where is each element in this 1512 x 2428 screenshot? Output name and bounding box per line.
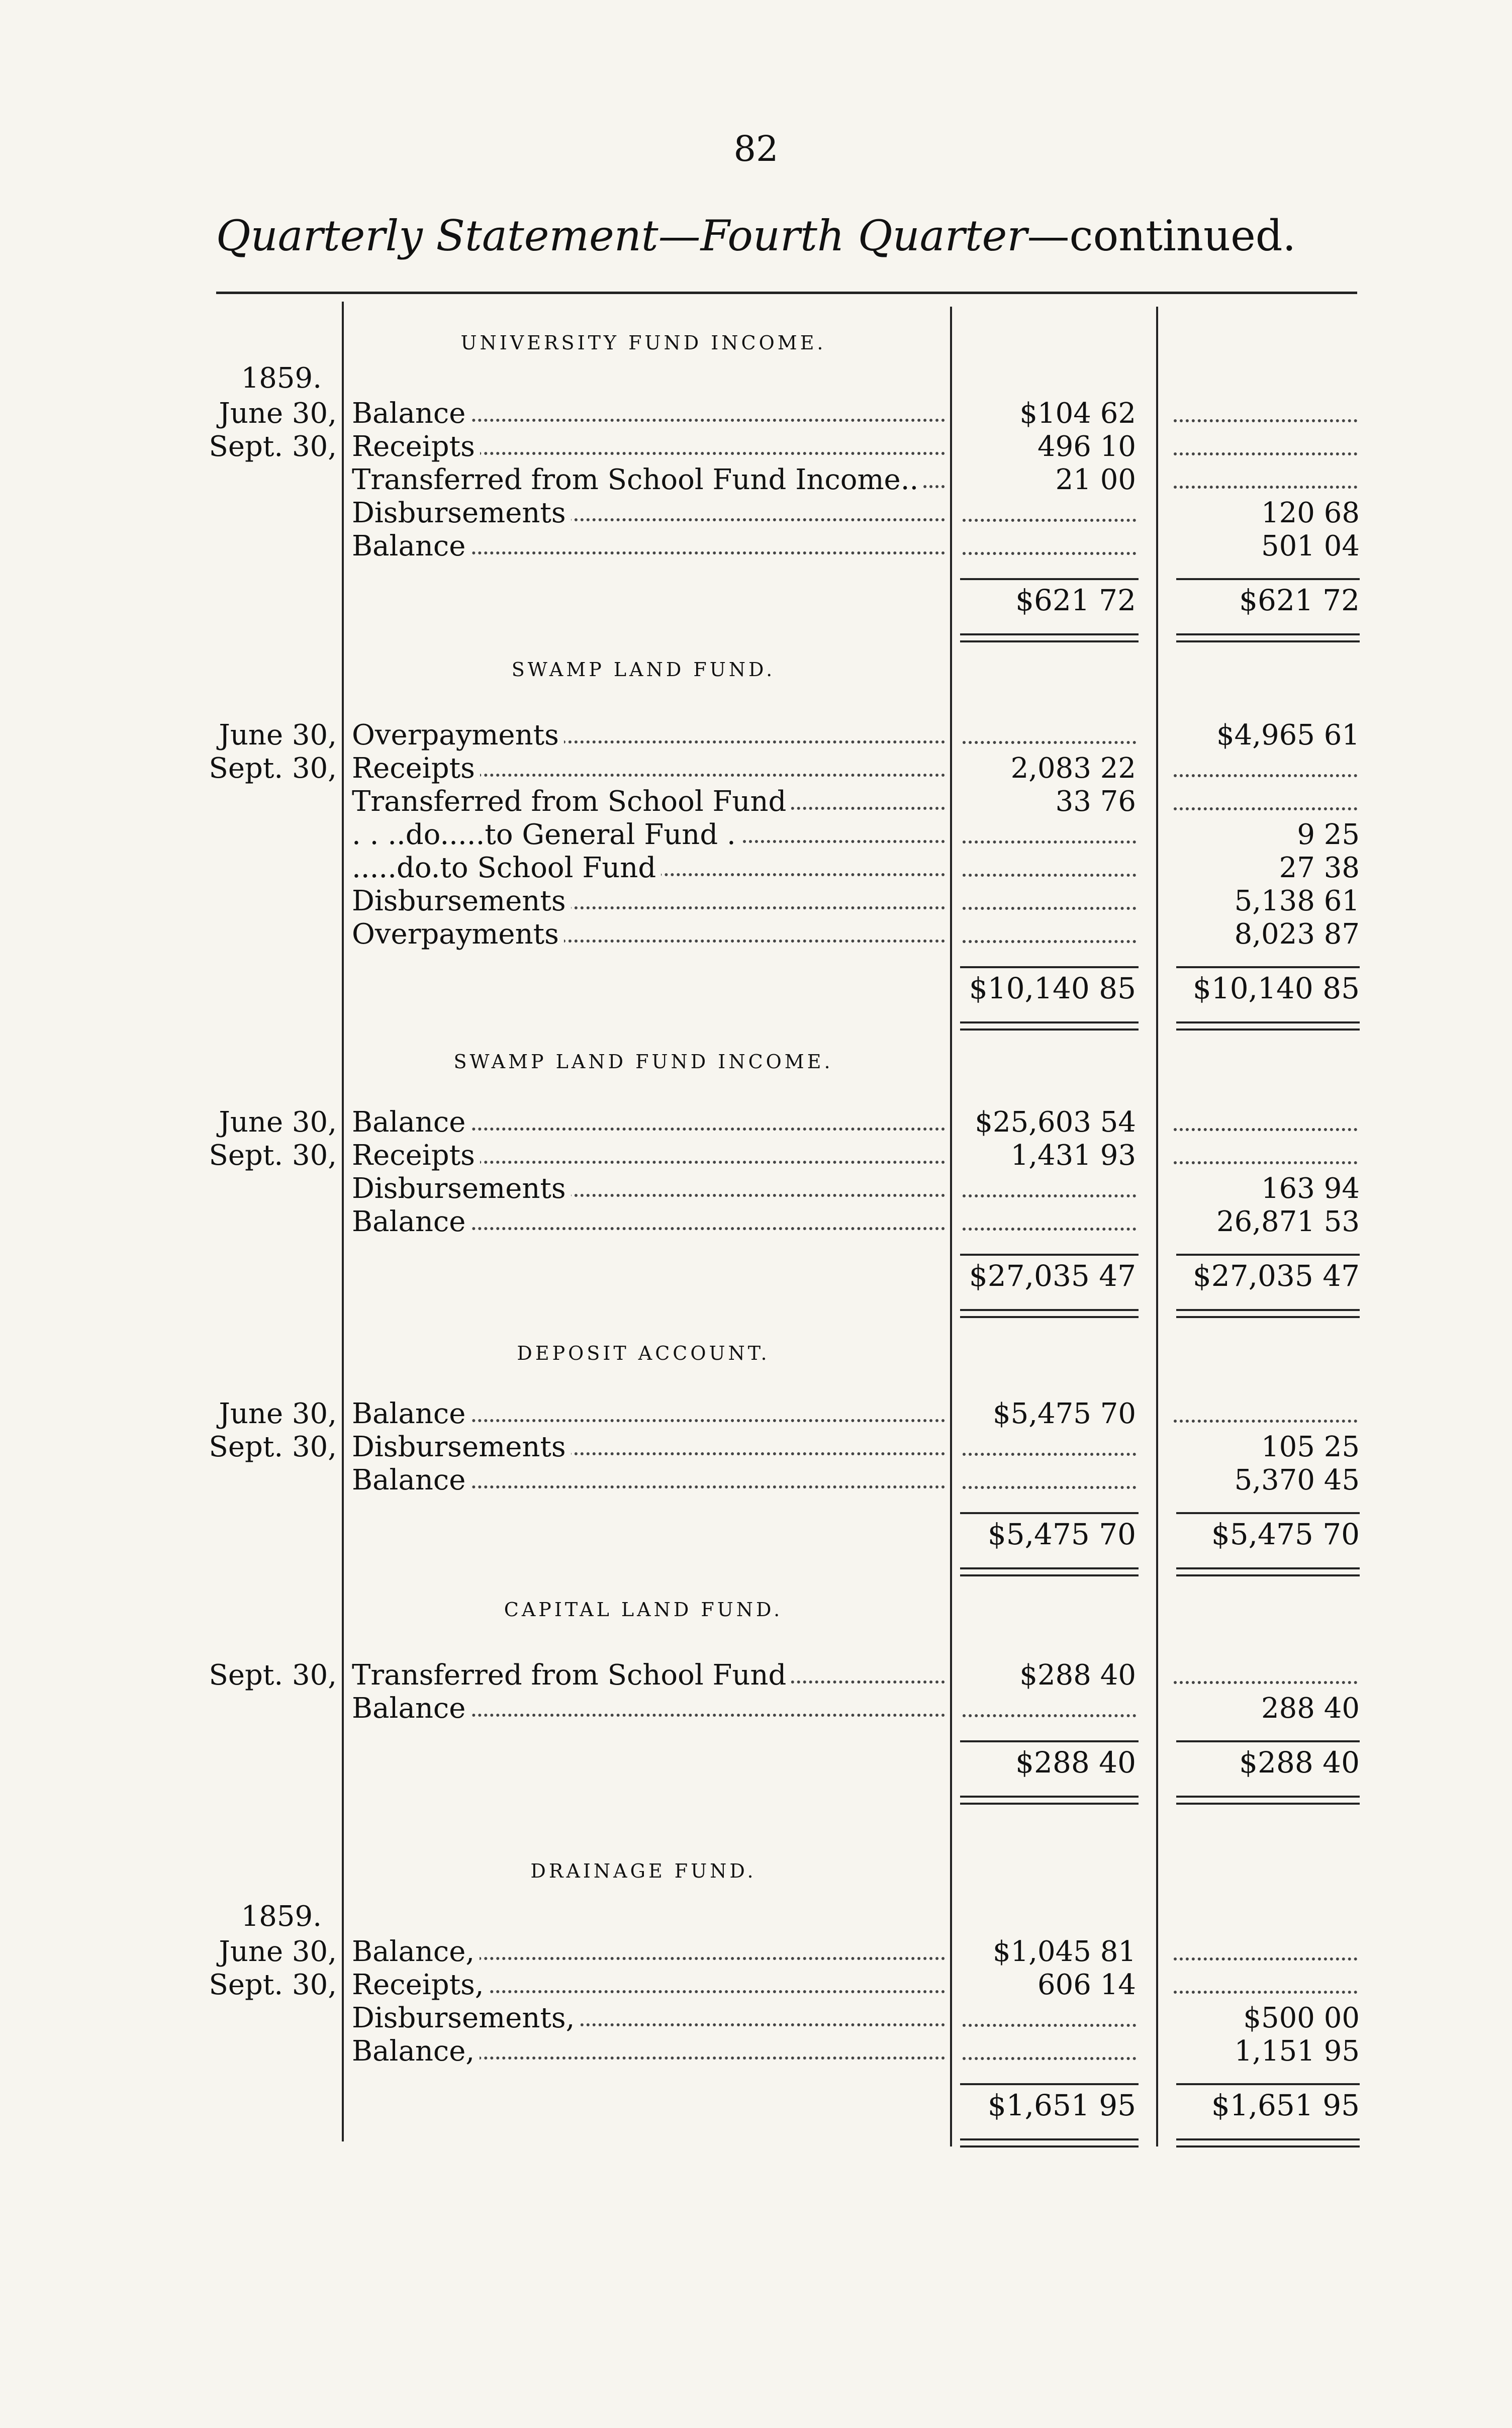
debit-total: $288 40	[1015, 1745, 1136, 1780]
credit-total: $1,651 95	[1211, 2088, 1360, 2122]
double-rule	[960, 1029, 1139, 1031]
entry-date: Sept. 30,	[209, 1969, 337, 2001]
page-title	[0, 211, 1512, 260]
entry-description-text: Receipts	[352, 430, 480, 463]
header-rule	[216, 292, 1357, 294]
debit-total-rule	[960, 1740, 1139, 1742]
section-title: UNIVERSITY FUND INCOME.	[460, 332, 826, 354]
entry-description-text: Receipts	[352, 1139, 480, 1172]
debit-amount: 606 14	[1037, 1969, 1136, 2001]
entry-description-text: . . ..do.....to General Fund .	[352, 818, 741, 851]
credit-amount: $4,965 61	[1216, 719, 1360, 752]
debit-dot-leader	[963, 2024, 1136, 2027]
entry-description	[352, 785, 945, 818]
ledger-row	[0, 1205, 1512, 1239]
entry-date: Sept. 30,	[209, 1659, 337, 1692]
credit-total: $288 40	[1239, 1745, 1360, 1780]
credit-amount: 120 68	[1261, 497, 1360, 529]
entry-description-text: Receipts	[352, 752, 480, 785]
section-total-row	[0, 1259, 1512, 1299]
entry-description	[352, 2035, 945, 2068]
credit-dot-leader	[1174, 452, 1357, 455]
entry-description-text: Disbursements	[352, 1172, 571, 1205]
entry-description-text: Balance	[352, 1106, 470, 1139]
entry-description-text: Disbursements	[352, 885, 571, 917]
ledger-row	[0, 1935, 1512, 1969]
credit-dot-leader	[1174, 1991, 1357, 1994]
entry-description-text: Disbursements,	[352, 2002, 580, 2034]
ledger-row	[0, 1692, 1512, 1725]
entry-description-text: Balance	[352, 1464, 470, 1497]
page-title-italic: Quarterly Statement—Fourth Quarter	[216, 211, 1027, 260]
debit-total: $621 72	[1015, 583, 1136, 617]
ledger-row	[0, 397, 1512, 430]
ledger-row	[0, 2002, 1512, 2035]
entry-description	[352, 1397, 945, 1430]
credit-dot-leader	[1174, 419, 1357, 422]
ledger-row	[0, 1139, 1512, 1172]
entry-description	[352, 497, 945, 529]
debit-amount: $288 40	[1019, 1659, 1136, 1692]
entry-date: June 30,	[219, 1397, 337, 1430]
credit-amount: 26,871 53	[1216, 1205, 1360, 1238]
entry-description	[352, 885, 945, 917]
entry-description-text: Balance	[352, 1397, 470, 1430]
section-total-row	[0, 2088, 1512, 2128]
ledger-row	[0, 918, 1512, 951]
credit-amount: 1,151 95	[1234, 2035, 1360, 2068]
ledger-row	[0, 785, 1512, 818]
credit-total: $27,035 47	[1192, 1259, 1360, 1293]
double-rule	[1176, 2145, 1360, 2147]
credit-total: $621 72	[1239, 583, 1360, 617]
ledger-row	[0, 1659, 1512, 1692]
credit-amount: 105 25	[1261, 1431, 1360, 1463]
credit-amount: 8,023 87	[1234, 918, 1360, 951]
credit-dot-leader	[1174, 1128, 1357, 1131]
entry-description	[352, 1659, 945, 1692]
entry-description-text: Balance	[352, 1205, 470, 1238]
page-number: 82	[733, 128, 779, 169]
debit-total-rule	[960, 966, 1139, 968]
credit-total: $10,140 85	[1192, 971, 1360, 1005]
double-rule	[1176, 1796, 1360, 1798]
credit-amount: 163 94	[1261, 1172, 1360, 1205]
double-rule	[960, 1316, 1139, 1318]
ledger-row	[0, 852, 1512, 885]
ledger-row	[0, 1172, 1512, 1205]
entry-date: June 30,	[219, 1935, 337, 1968]
credit-total-rule	[1176, 1740, 1360, 1742]
debit-dot-leader	[963, 907, 1136, 910]
entry-description	[352, 430, 945, 463]
double-rule	[960, 640, 1139, 642]
debit-amount: 33 76	[1055, 785, 1136, 818]
double-rule	[960, 1803, 1139, 1805]
ledger-row	[0, 463, 1512, 497]
credit-amount: 5,138 61	[1234, 885, 1360, 917]
debit-dot-leader	[963, 1486, 1136, 1489]
section-year: 1859.	[241, 1900, 322, 1933]
entry-description-text: Disbursements	[352, 497, 571, 529]
credit-total-rule	[1176, 1254, 1360, 1256]
credit-dot-leader	[1174, 1957, 1357, 1960]
entry-description-text: .....do.to School Fund	[352, 852, 661, 884]
credit-dot-leader	[1174, 807, 1357, 810]
section-total-row	[0, 1517, 1512, 1557]
double-rule	[1176, 1574, 1360, 1576]
double-rule	[1176, 633, 1360, 635]
entry-description-text: Transferred from School Fund Income..	[352, 463, 923, 496]
entry-description	[352, 2002, 945, 2034]
debit-dot-leader	[963, 2057, 1136, 2060]
debit-amount: 21 00	[1055, 463, 1136, 496]
credit-amount: 288 40	[1261, 1692, 1360, 1725]
entry-description	[352, 1431, 945, 1463]
double-rule	[1176, 1029, 1360, 1031]
double-rule	[960, 1574, 1139, 1576]
entry-description-text: Overpayments	[352, 918, 564, 951]
entry-description-text: Balance	[352, 530, 470, 563]
section-title: DEPOSIT ACCOUNT.	[517, 1342, 770, 1364]
ledger-row	[0, 1106, 1512, 1139]
entry-description	[352, 463, 945, 496]
debit-dot-leader	[963, 1228, 1136, 1231]
credit-amount: 9 25	[1297, 818, 1360, 851]
debit-total-rule	[960, 2083, 1139, 2085]
debit-dot-leader	[963, 519, 1136, 522]
section-title: SWAMP LAND FUND INCOME.	[453, 1051, 833, 1073]
ledger-row	[0, 530, 1512, 563]
double-rule	[960, 1796, 1139, 1798]
double-rule	[960, 633, 1139, 635]
section-title: SWAMP LAND FUND.	[511, 659, 776, 681]
ledger-row	[0, 752, 1512, 785]
entry-description	[352, 719, 945, 752]
double-rule	[960, 1309, 1139, 1311]
credit-total-rule	[1176, 2083, 1360, 2085]
debit-amount: $25,603 54	[975, 1106, 1136, 1139]
entry-description-text: Transferred from School Fund	[352, 785, 791, 818]
entry-date: June 30,	[219, 719, 337, 752]
ledger-row	[0, 1431, 1512, 1464]
double-rule	[1176, 2138, 1360, 2140]
ledger-row	[0, 2035, 1512, 2068]
debit-dot-leader	[963, 841, 1136, 844]
entry-description	[352, 530, 945, 563]
credit-dot-leader	[1174, 1161, 1357, 1164]
debit-amount: 2,083 22	[1010, 752, 1136, 785]
section-total-row	[0, 971, 1512, 1011]
entry-date: Sept. 30,	[209, 752, 337, 785]
debit-dot-leader	[963, 1453, 1136, 1456]
double-rule	[1176, 1021, 1360, 1023]
debit-dot-leader	[963, 874, 1136, 877]
double-rule	[1176, 1309, 1360, 1311]
entry-date: Sept. 30,	[209, 430, 337, 463]
section-total-row	[0, 1745, 1512, 1786]
entry-date: Sept. 30,	[209, 1139, 337, 1172]
debit-total-rule	[960, 1254, 1139, 1256]
credit-amount: 501 04	[1261, 530, 1360, 563]
entry-description-text: Receipts,	[352, 1969, 489, 2001]
page-title-continued: —continued.	[1027, 211, 1296, 260]
ledger-row	[0, 430, 1512, 463]
entry-description-text: Balance	[352, 397, 470, 430]
entry-description	[352, 1692, 945, 1725]
entry-description-text: Overpayments	[352, 719, 564, 752]
credit-dot-leader	[1174, 486, 1357, 489]
entry-description	[352, 752, 945, 785]
ledger-row	[0, 885, 1512, 918]
entry-description	[352, 1935, 945, 1968]
double-rule	[960, 2145, 1139, 2147]
ledger-row	[0, 1397, 1512, 1431]
entry-description-text: Balance,	[352, 2035, 480, 2068]
entry-description	[352, 397, 945, 430]
credit-dot-leader	[1174, 774, 1357, 777]
debit-dot-leader	[963, 552, 1136, 555]
entry-description	[352, 1139, 945, 1172]
credit-amount: 27 38	[1279, 852, 1360, 884]
debit-amount: 496 10	[1037, 430, 1136, 463]
section-year: 1859.	[241, 362, 322, 395]
double-rule	[960, 1021, 1139, 1023]
entry-description	[352, 1969, 945, 2001]
debit-amount: $5,475 70	[992, 1397, 1136, 1430]
entry-description	[352, 1106, 945, 1139]
entry-description-text: Balance	[352, 1692, 470, 1725]
ledger-row	[0, 1464, 1512, 1497]
section-total-row	[0, 583, 1512, 623]
ledger-row	[0, 719, 1512, 752]
entry-description	[352, 918, 945, 951]
credit-amount: 5,370 45	[1234, 1464, 1360, 1497]
debit-amount: $104 62	[1019, 397, 1136, 430]
double-rule	[960, 1567, 1139, 1569]
credit-amount: $500 00	[1243, 2002, 1360, 2034]
debit-total: $10,140 85	[969, 971, 1136, 1005]
debit-dot-leader	[963, 940, 1136, 943]
debit-total: $27,035 47	[969, 1259, 1136, 1293]
double-rule	[1176, 1803, 1360, 1805]
debit-dot-leader	[963, 1714, 1136, 1717]
double-rule	[1176, 640, 1360, 642]
ledger-row	[0, 497, 1512, 530]
entry-date: June 30,	[219, 397, 337, 430]
entry-description	[352, 852, 945, 884]
debit-amount: $1,045 81	[992, 1935, 1136, 1968]
section-title: CAPITAL LAND FUND.	[504, 1599, 783, 1621]
entry-description-text: Balance,	[352, 1935, 480, 1968]
credit-dot-leader	[1174, 1420, 1357, 1423]
debit-total-rule	[960, 578, 1139, 580]
credit-total-rule	[1176, 966, 1360, 968]
entry-description	[352, 1205, 945, 1238]
entry-description	[352, 1464, 945, 1497]
double-rule	[960, 2138, 1139, 2140]
debit-dot-leader	[963, 741, 1136, 744]
entry-date: Sept. 30,	[209, 1431, 337, 1463]
double-rule	[1176, 1316, 1360, 1318]
entry-date: June 30,	[219, 1106, 337, 1139]
debit-dot-leader	[963, 1194, 1136, 1197]
credit-total: $5,475 70	[1211, 1517, 1360, 1551]
section-title: DRAINAGE FUND.	[530, 1860, 757, 1882]
debit-total-rule	[960, 1512, 1139, 1514]
entry-description	[352, 818, 945, 851]
debit-amount: 1,431 93	[1010, 1139, 1136, 1172]
ledger-row	[0, 818, 1512, 852]
credit-total-rule	[1176, 1512, 1360, 1514]
debit-total: $5,475 70	[987, 1517, 1136, 1551]
entry-description	[352, 1172, 945, 1205]
entry-description-text: Transferred from School Fund	[352, 1659, 791, 1692]
entry-description-text: Disbursements	[352, 1431, 571, 1463]
credit-total-rule	[1176, 578, 1360, 580]
ledger-row	[0, 1969, 1512, 2002]
debit-total: $1,651 95	[987, 2088, 1136, 2122]
double-rule	[1176, 1567, 1360, 1569]
credit-dot-leader	[1174, 1681, 1357, 1684]
